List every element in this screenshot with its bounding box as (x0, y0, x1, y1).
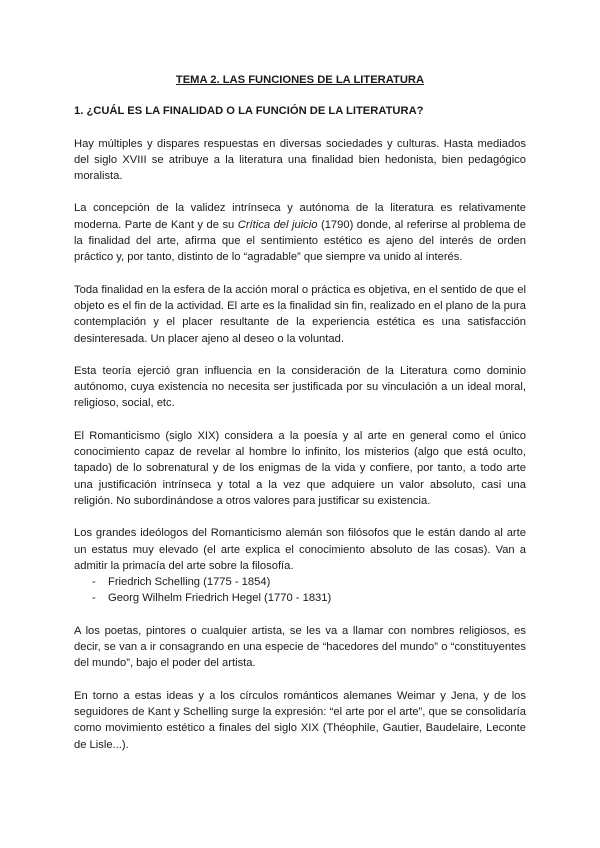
section-heading: 1. ¿CUÁL ES LA FINALIDAD O LA FUNCIÓN DE LA LITERATURA? (74, 105, 424, 118)
paragraph-8: En torno a estas ideas y a los círculos románticos alemanes Weimar y Jena, y de los seguidores de Kant y Schelling surge la expresión: “el arte por el arte”, que se consolidaría como movimiento estético a finales del siglo XIX (Théophile, Gautier, Baudelaire, Leconte de Lisle...). (74, 689, 526, 751)
paragraph-2-after: (1790) donde, al referirse al problema de la finalidad del arte, afirma que el sentimiento estético es ajeno del interés de orden práctico y, por tanto, distinto de lo “agradable” que siempre va unido al interés. (74, 218, 527, 264)
paragraph-5: El Romanticismo (siglo XIX) considera a la poesía y al arte en general como el único conocimiento capaz de revelar al hombre lo infinito, los misterios (algo que está oculto, tapado) de lo sobrenatural y de los enigmas de la vida y confiere, por tanto, a todo arte una justificación intrínseca y total a la vez que adquiere un valor absoluto, casi una religión. No subordinándose a otros valores para justificar su existencia. (74, 429, 526, 507)
list-item: - Georg Wilhelm Friedrich Hegel (1770 - 1831) (92, 590, 526, 606)
paragraph-3: Toda finalidad en la esfera de la acción moral o práctica es objetiva, en el sentido de que el objeto es el fin de la actividad. El arte es la finalidad sin fin, realizado en el plano de la pura contemplación y el placer resultante de la experiencia estética es una satisfacción desinteresada. Un placer ajeno al deseo o la voluntad. (74, 283, 526, 345)
list-item: - Friedrich Schelling (1775 - 1854) (92, 574, 526, 590)
work-title-critica-del-juicio: Crítica del juicio (237, 218, 318, 231)
philosophers-list (92, 574, 526, 607)
paragraph-1: Hay múltiples y dispares respuestas en diversas sociedades y culturas. Hasta mediados del siglo XVIII se atribuye a la literatura una finalidad bien hedonista, bien pedagógico moralista. (74, 137, 526, 183)
paragraph-2 (74, 200, 526, 265)
paragraph-6: Los grandes ideólogos del Romanticismo alemán son filósofos que le están dando al arte un estatus muy elevado (el arte explica el conocimiento absoluto de las cosas). Van a admitir la primacía del arte sobre la filosofía. (74, 527, 526, 572)
paragraph-2-before: La concepción de la validez intrínseca y autónoma de la literatura es relativamente moderna. Parte de Kant y de su (74, 202, 526, 231)
paragraph-7: A los poetas, pintores o cualquier artista, se les va a llamar con nombres religiosos, es decir, se van a ir consagrando en una especie de “hacedores del mundo” o “constituyentes del mundo”, bajo el poder del artista. (74, 624, 526, 670)
paragraph-4: Esta teoría ejerció gran influencia en la consideración de la Literatura como dominio autónomo, cuya existencia no necesita ser justificada por su vinculación a un ideal moral, religioso, social, etc. (74, 364, 526, 410)
document-title: TEMA 2. LAS FUNCIONES DE LA LITERATURA (175, 74, 425, 86)
document-page (74, 72, 526, 769)
